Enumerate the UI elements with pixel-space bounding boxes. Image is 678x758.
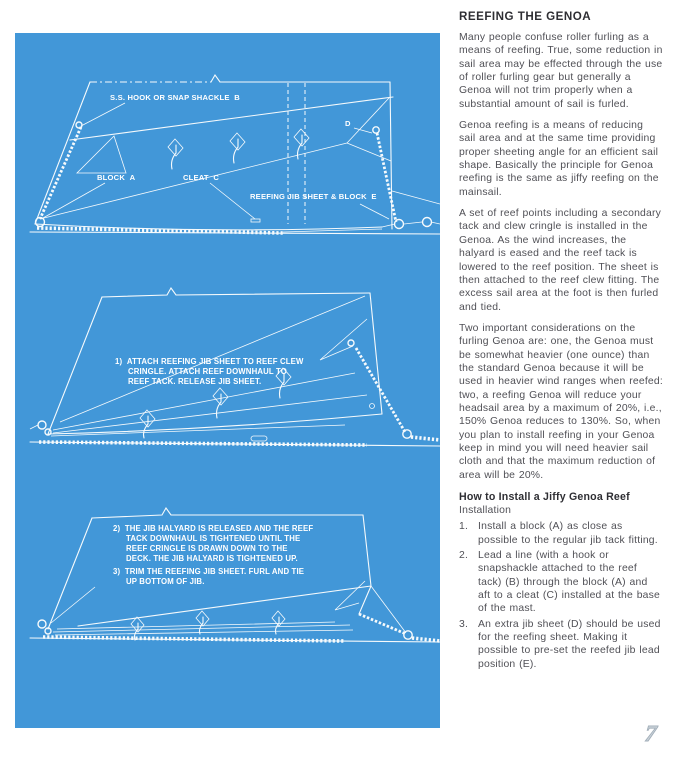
- diagram-step3-line: UP BOTTOM OF JIB.: [126, 577, 205, 586]
- step-number: 2.: [459, 550, 469, 562]
- sheet-block-icon: [403, 430, 411, 438]
- label-cleat-c: CLEAT C: [183, 173, 220, 182]
- list-item: [459, 520, 663, 547]
- label-d: D: [345, 119, 351, 128]
- reef-point-arrow-icon: [196, 611, 209, 634]
- reef-point-arrow-icon: [230, 133, 245, 163]
- sail-diagrams: [15, 33, 440, 728]
- diagram-step1-line: CRINGLE. ATTACH REEF DOWNHAUL TO: [128, 367, 287, 376]
- diagram-step2-line: REEF CRINGLE IS DRAWN DOWN TO THE: [126, 544, 288, 553]
- reef-clew-cringle-icon: [348, 340, 354, 346]
- block-d-icon: [373, 127, 379, 133]
- reef-point-arrow-icon: [140, 410, 155, 438]
- section-subheading: How to Install a Jiffy Genoa Reef: [459, 491, 630, 503]
- step-text: An extra jib sheet (D) should be used for the reefing sheet. Making it possible to pre-set the reefed jib lead position (E).: [478, 618, 661, 670]
- step-text: Lead a line (with a hook or snapshackle attached to the reef tack) (B) through the block (A) and aft to a cleat (C) installed at the base of the mast.: [478, 550, 661, 615]
- diagram-step2-line: TACK DOWNHAUL IS TIGHTENED UNTIL THE: [126, 534, 301, 543]
- deck-block-icon: [423, 218, 432, 227]
- step-text: Install a block (A) as close as possible to the regular jib tack fitting.: [478, 521, 658, 546]
- label-reefing-sheet-e: REEFING JIB SHEET & BLOCK E: [250, 192, 377, 201]
- page-number: 7: [643, 721, 658, 746]
- sheet-block-icon: [404, 631, 412, 639]
- reef-point-arrow-icon: [168, 139, 183, 169]
- article-column: [459, 10, 663, 673]
- diagram-step2-line: DECK. THE JIB HALYARD IS TIGHTENED UP.: [126, 554, 298, 563]
- tack-fitting-icon: [38, 620, 46, 628]
- installation-label: Installation: [459, 505, 512, 516]
- list-item: [459, 618, 663, 671]
- diagram-step1-line: 1) ATTACH REEFING JIB SHEET TO REEF CLEW: [115, 357, 304, 366]
- page-title: REEFING THE GENOA: [459, 10, 592, 23]
- sail-diagram-top: [30, 75, 440, 234]
- paragraph: Genoa reefing is a means of reducing sail area and at the same time providing proper sheeting angle for an efficient sail shape. Basically the principle for Genoa reefing is the same as jiffy reefing on the mainsail.: [459, 120, 659, 198]
- step-number: 3.: [459, 618, 469, 630]
- diagram-step1-line: REEF TACK. RELEASE JIB SHEET.: [128, 377, 262, 386]
- paragraph: A set of reef points including a secondary tack and clew cringle is installed in the Genoa. As the wind increases, the halyard is eased and the reef tack is lowered to the reef position. The sheet is then attached to the reef clew fitting. The excess sail area at the foot is then furled and tied.: [459, 208, 662, 313]
- hook-icon: [76, 122, 82, 128]
- list-item: [459, 549, 663, 616]
- label-hook: S.S. HOOK OR SNAP SHACKLE B: [110, 93, 240, 102]
- diagram-panel: [15, 33, 440, 728]
- tack-fitting-icon: [38, 421, 46, 429]
- diagram-step3-line: 3) TRIM THE REEFING JIB SHEET. FURL AND TIE: [113, 567, 305, 576]
- sail-diagram-bottom: [30, 508, 440, 642]
- reef-point-arrow-icon: [272, 611, 285, 634]
- step-number: 1.: [459, 521, 469, 533]
- clew-block-icon: [395, 220, 404, 229]
- diagram-step2-line: 2) THE JIB HALYARD IS RELEASED AND THE REEF: [113, 524, 314, 533]
- sail-diagram-middle: [30, 288, 440, 446]
- paragraph: Many people confuse roller furling as a means of reefing. True, some reduction in sail area may be effected through the use of roller furling gear but generally a Genoa will not trim properly when a substantial amount of sail is furled.: [459, 32, 663, 110]
- label-block-a: BLOCK A: [97, 173, 136, 182]
- paragraph: Two important considerations on the furling Genoa are: one, the Genoa must be somewhat heavier (one ounce) than the standard Genoa because it will be used in heavier wind ranges when reefed: two, a reefing Genoa will reduce your headsail area by a maximum of 20%, i.e., 150% Genoa reduces to 130%. So, when you plan to install reefing in your Genoa keep in mind you will need heavier sail cloth and that the maximum reduction of area will be 20%.: [459, 322, 663, 481]
